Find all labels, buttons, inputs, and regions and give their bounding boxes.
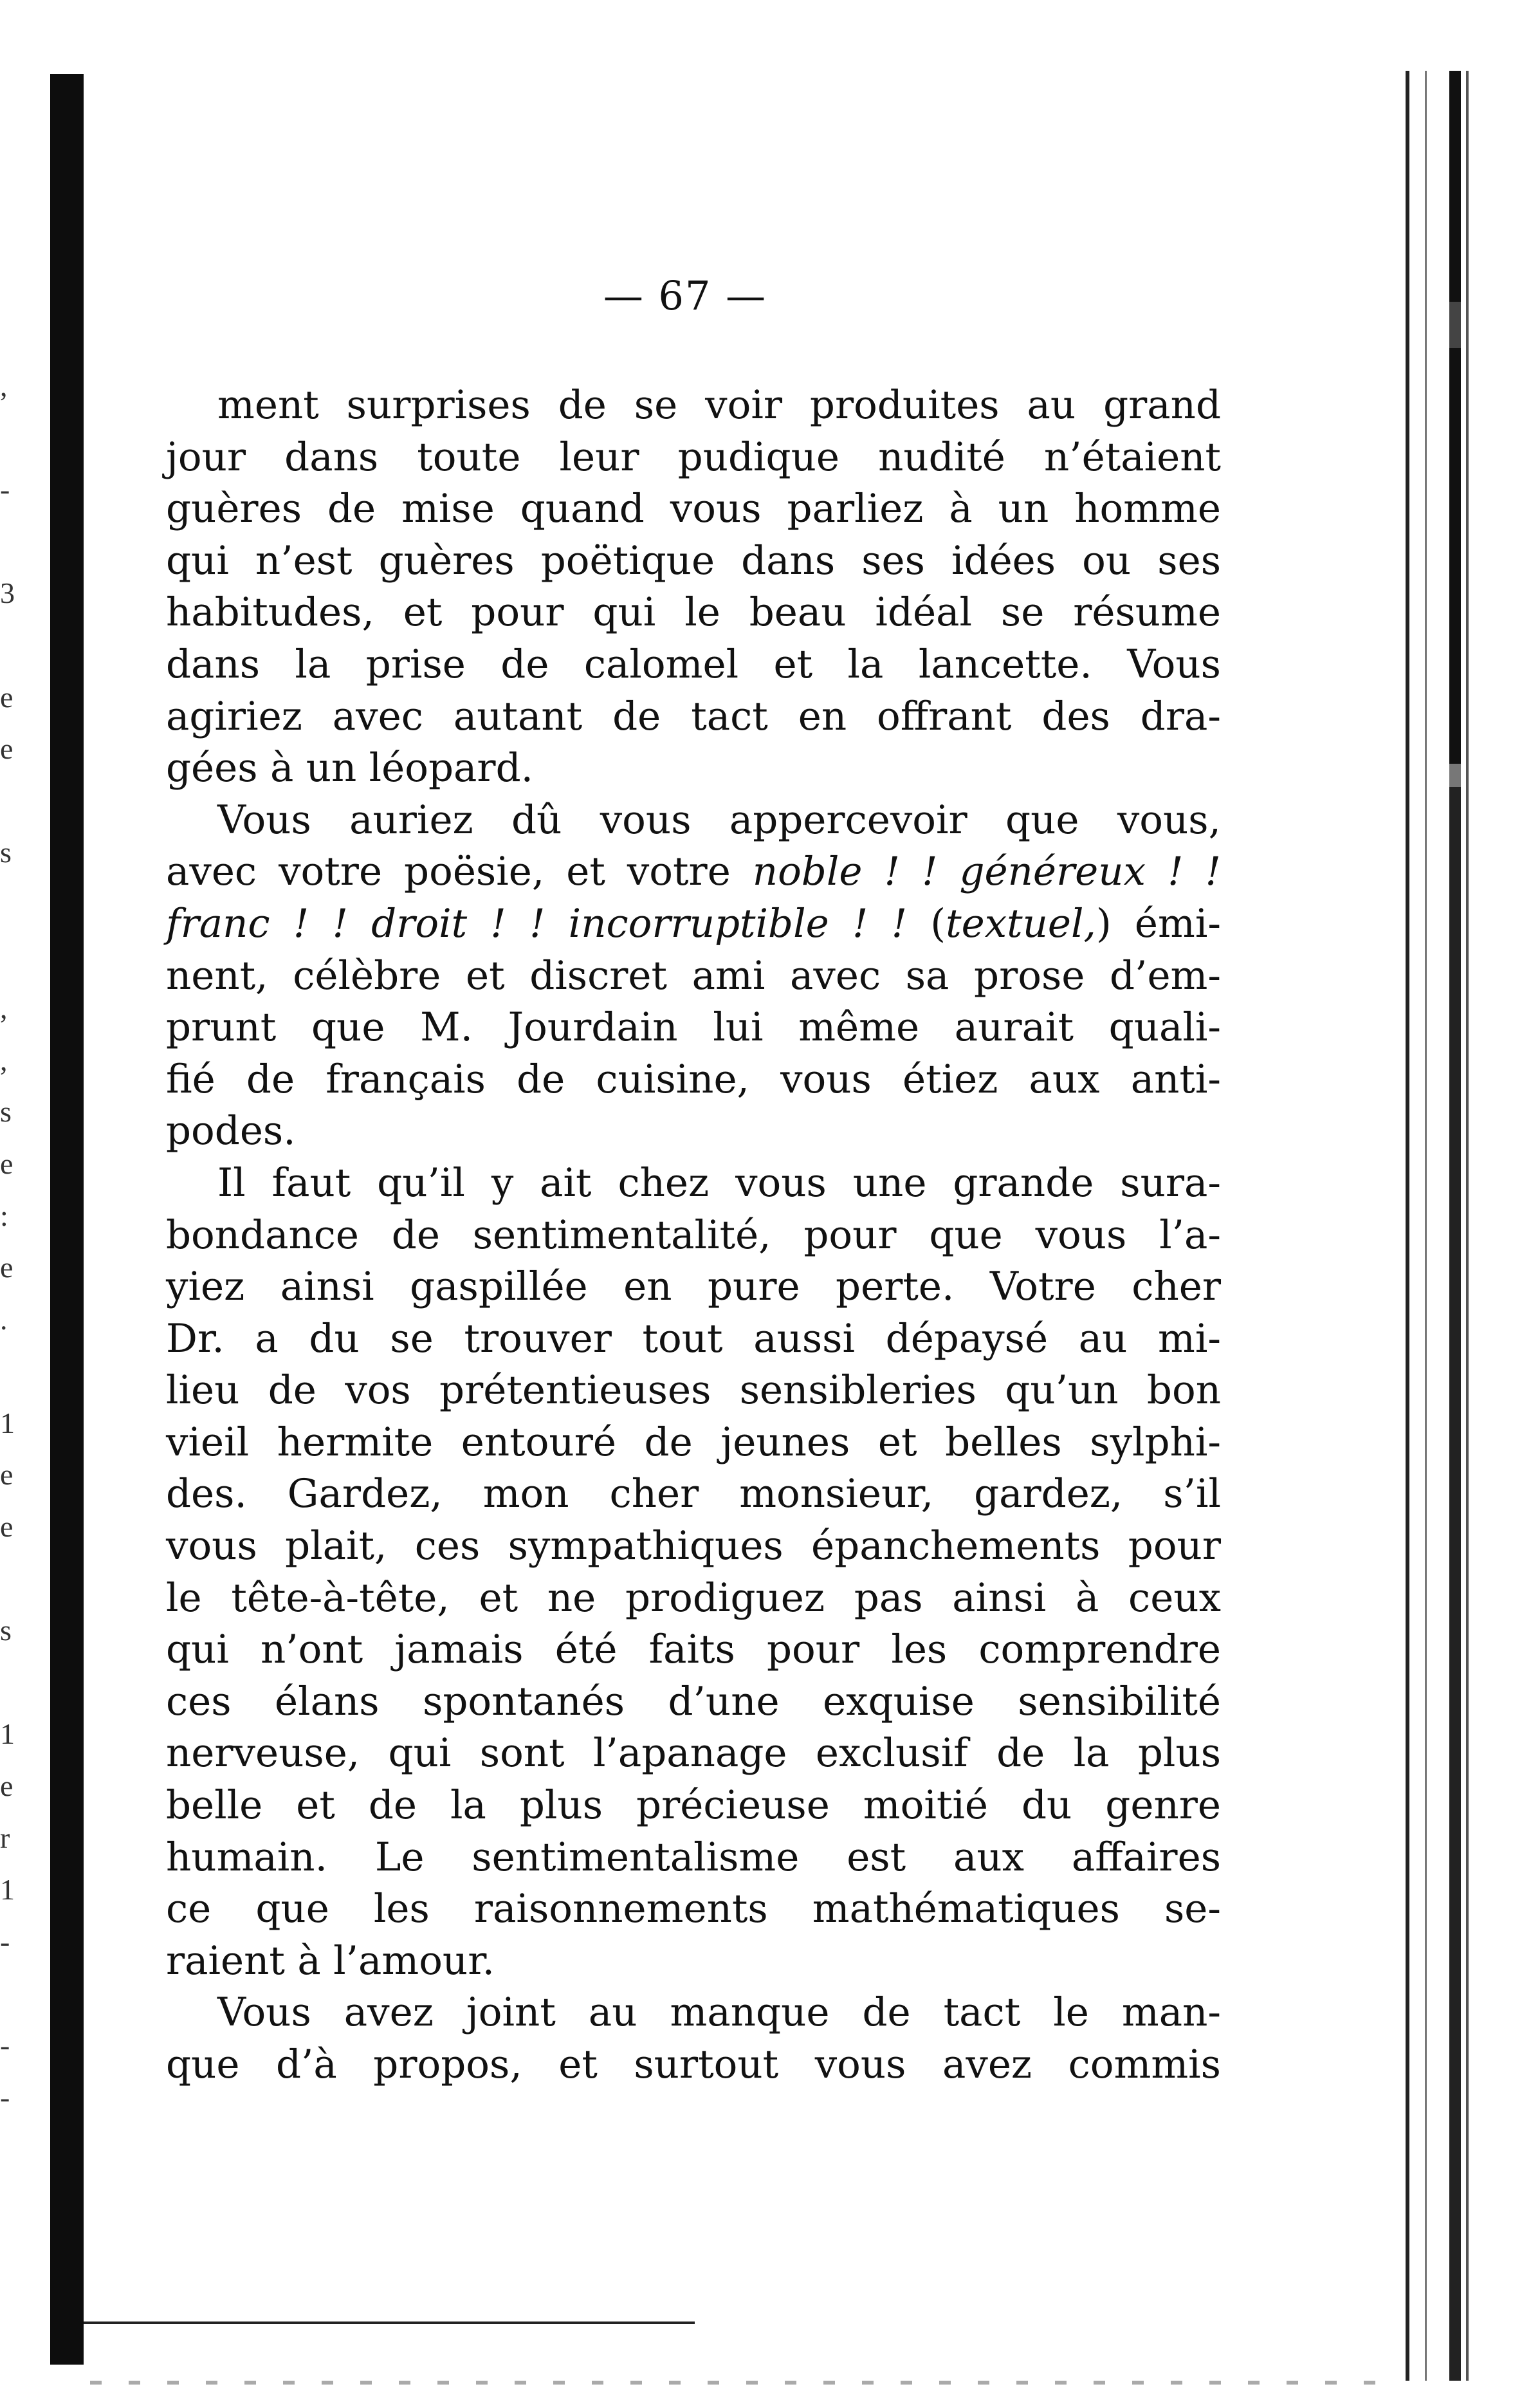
sliver-char: s [0, 1095, 12, 1129]
text-line [166, 1417, 1221, 1469]
sliver-char: e [0, 1769, 14, 1803]
text-run: dans la prise de calomel et la lancette. Vous [166, 641, 1221, 687]
text-run: nent, célèbre et discret ami avec sa prose d’em- [166, 952, 1221, 999]
text-line [166, 1520, 1221, 1573]
text-line [166, 639, 1221, 691]
sliver-char: e [0, 1251, 14, 1284]
sliver-char: , [0, 369, 8, 402]
sliver-char: , [0, 992, 8, 1025]
text-run: ment surprises de se voir produites au grand [217, 382, 1221, 428]
text-line [166, 1987, 1221, 2039]
book-right-edge [1399, 71, 1476, 2381]
text-line [166, 1158, 1221, 1210]
sliver-char [0, 1345, 19, 1398]
text-run: Vous auriez dû vous appercevoir que vous, [217, 797, 1221, 843]
sliver-char: 1 [0, 1873, 15, 1906]
text-line [166, 1468, 1221, 1520]
footer-rule [84, 2322, 695, 2324]
text-run: Vous avez joint au manque de tact le man- [217, 1989, 1221, 2036]
text-line [166, 535, 1221, 587]
text-line [166, 587, 1221, 639]
sliver-char [0, 1657, 19, 1709]
text-line [166, 1210, 1221, 1262]
text-run: des. Gardez, mon cher monsieur, gardez, s’il [166, 1471, 1221, 1517]
text-line [166, 1624, 1221, 1676]
text-run: vous plait, ces sympathiques épanchements pour [166, 1523, 1221, 1569]
adjacent-page-sliver [0, 360, 19, 2123]
sliver-char [0, 931, 19, 983]
text-line [166, 743, 1221, 795]
sliver-char: - [0, 2029, 10, 2062]
text-line [166, 795, 1221, 847]
text-run: avec votre poësie, et votre [166, 849, 753, 895]
sliver-char: e [0, 1147, 14, 1180]
text-run: ces élans spontanés d’une exquise sensibilité [166, 1678, 1221, 1724]
text-run: qui n’ont jamais été faits pour les comprendre [166, 1627, 1221, 1673]
text-run: ce que les raisonnements mathématiques se- [166, 1886, 1221, 1932]
text-run: fié de français de cuisine, vous étiez aux anti- [166, 1056, 1221, 1102]
body-text [166, 380, 1221, 2091]
text-line [166, 483, 1221, 535]
text-line [166, 380, 1221, 432]
sliver-char: 1 [0, 1717, 15, 1751]
text-run: gées à un léopard. [166, 745, 534, 791]
italic-text: textuel, [946, 900, 1096, 946]
sliver-char: r [0, 1821, 10, 1854]
text-run: humain. Le sentimentalisme est aux affaires [166, 1834, 1221, 1880]
text-line [166, 432, 1221, 484]
text-line [166, 898, 1221, 950]
sliver-char: e [0, 732, 14, 766]
text-run: belle et de la plus précieuse moitié du genre [166, 1782, 1221, 1829]
sliver-char [0, 412, 19, 465]
sliver-char: - [0, 1925, 10, 1958]
text-run: bondance de sentimentalité, pour que vous l’a- [166, 1212, 1221, 1258]
text-run: ( [907, 900, 946, 946]
text-line [166, 1365, 1221, 1417]
text-run: podes. [166, 1108, 296, 1154]
italic-text: noble ! ! généreux ! ! [752, 849, 1221, 895]
text-run: qui n’est guères poëtique dans ses idées ou ses [166, 537, 1221, 584]
sliver-char [0, 516, 19, 568]
text-line [166, 1573, 1221, 1625]
text-line [166, 1105, 1221, 1158]
text-line [166, 1728, 1221, 1780]
text-run: habitudes, et pour qui le beau idéal se résume [166, 589, 1221, 636]
sliver-char: 1 [0, 1406, 15, 1439]
italic-text: franc ! ! droit ! ! incorruptible ! ! [166, 900, 908, 946]
sliver-char: - [0, 473, 10, 506]
sliver-char: 3 [0, 577, 15, 610]
text-line [166, 1261, 1221, 1313]
sliver-char: : [0, 1199, 8, 1232]
text-line [166, 1832, 1221, 1884]
sliver-char [0, 620, 19, 672]
sliver-char: s [0, 836, 12, 869]
text-run: lieu de vos prétentieuses sensibleries qu’un bon [166, 1367, 1221, 1414]
sliver-char [0, 775, 19, 827]
sliver-char: - [0, 2080, 10, 2114]
text-run: Dr. a du se trouver tout aussi dépaysé au mi- [166, 1315, 1221, 1362]
text-line [166, 950, 1221, 1002]
text-run: le tête-à-tête, et ne prodiguez pas ainsi à ceux [166, 1574, 1221, 1621]
sliver-char: e [0, 1458, 14, 1491]
text-run: que d’à propos, et surtout vous avez commis [166, 2042, 1221, 2087]
text-line [166, 1676, 1221, 1728]
text-run: nerveuse, qui sont l’apanage exclusif de la plus [166, 1730, 1221, 1777]
sliver-char: s [0, 1614, 12, 1647]
text-line [166, 691, 1221, 743]
text-run: vieil hermite entouré de jeunes et belles sylphi- [166, 1419, 1221, 1465]
text-run: raient à l’amour. [166, 1937, 495, 1984]
text-run: guères de mise quand vous parliez à un homme [166, 486, 1221, 532]
text-line [166, 2039, 1221, 2091]
sliver-char: , [0, 1043, 8, 1076]
text-run: Il faut qu’il y ait chez vous une grande sura- [217, 1159, 1221, 1206]
scan-edge [90, 2381, 1377, 2385]
text-run: agiriez avec autant de tact en offrant des dra- [166, 693, 1221, 739]
text-line [166, 1054, 1221, 1106]
sliver-char [0, 1968, 19, 2020]
sliver-char [0, 1553, 19, 1605]
text-line [166, 1002, 1221, 1054]
text-line [166, 1883, 1221, 1935]
text-run: yiez ainsi gaspillée en pure perte. Votre cher [166, 1264, 1221, 1310]
text-run: prunt que M. Jourdain lui même aurait quali- [166, 1004, 1221, 1051]
text-run: jour dans toute leur pudique nudité n’étaient [166, 434, 1221, 480]
page-number: — 67 — [603, 272, 767, 319]
text-line [166, 1780, 1221, 1832]
sliver-char: e [0, 680, 14, 714]
sliver-char [0, 879, 19, 931]
text-line [166, 1313, 1221, 1365]
sliver-char: . [0, 1302, 8, 1336]
text-line [166, 1935, 1221, 1988]
text-run: ) émi- [1095, 900, 1221, 946]
text-line [166, 846, 1221, 898]
binding-shadow [50, 74, 84, 2365]
sliver-char: e [0, 1510, 14, 1544]
